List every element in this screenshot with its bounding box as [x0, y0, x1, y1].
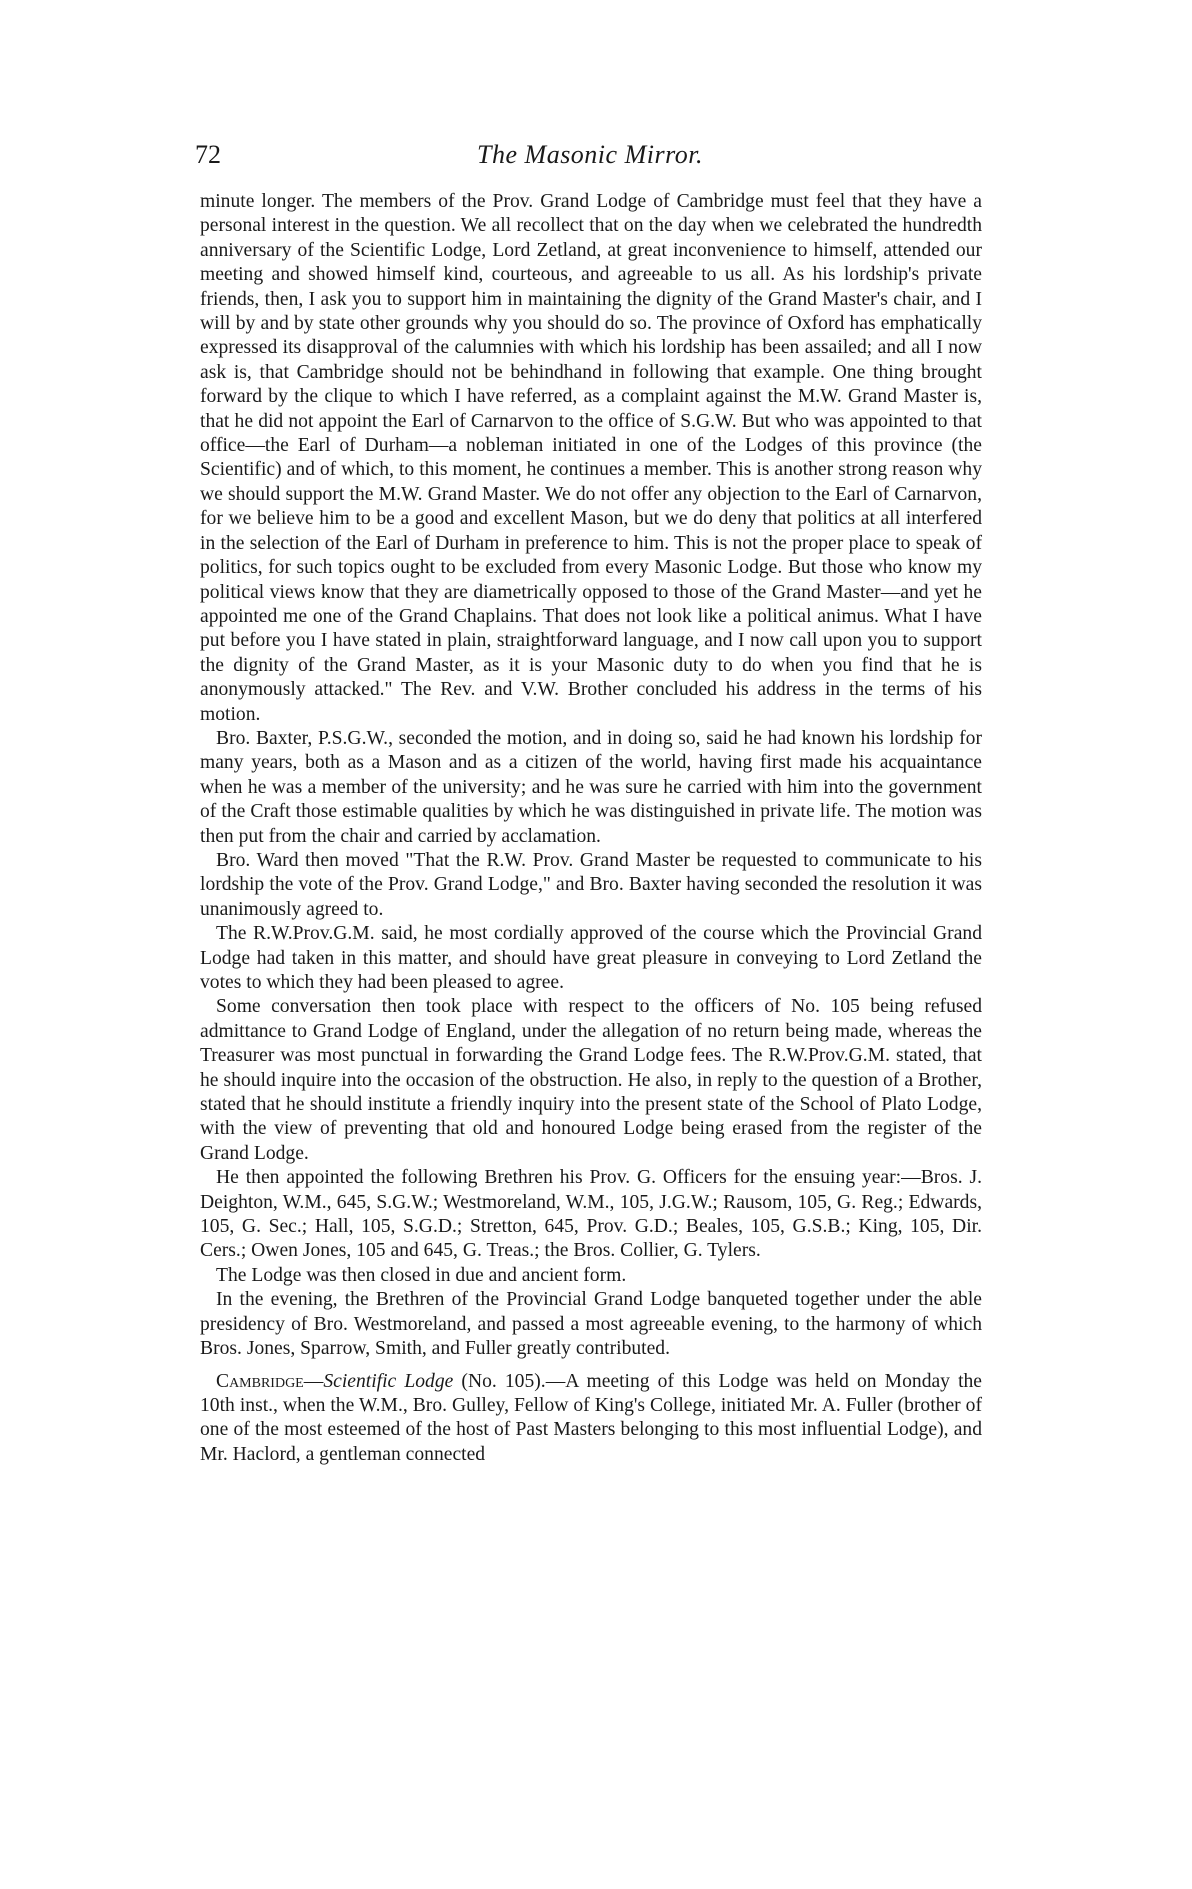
paragraph-officers-105: Some conversation then took place with respect to the officers of No. 105 being refused admittance to Grand Lodge of England, under the allegation of no return being made, whereas the Treasurer was most punctual in forwarding the Grand Lodge fees. The R.W.Prov.G.M. stated, that he should inquire into the occasion of the obstruction. He also, in reply to the question of a Brother, stated that he should institute a friendly inquiry into the present state of the School of Plato Lodge, with the view of preventing that old and honoured Lodge being erased from the register of the Grand Lodge.: [200, 996, 982, 1164]
running-head: [195, 140, 985, 180]
lodge-name: Scientific Lodge: [323, 1370, 454, 1392]
paragraph-baxter-seconds: Bro. Baxter, P.S.G.W., seconded the motion, and in doing so, said he had known his lordship for many years, both as a Mason and as a citizen of the world, having first made his acquaintance when he was a member of the university; and he was sure he carried with him into the government of the Craft those estimable qualities by which he was distinguished in private life. The motion was then put from the chair and carried by acclamation.: [200, 727, 982, 847]
paragraph-appointments: He then appointed the following Brethren his Prov. G. Officers for the ensuing year:—Bros. J. Deighton, W.M., 645, S.G.W.; Westmoreland, W.M., 105, J.G.W.; Rausom, 105, G. Reg.; Edwards, 105, G. Sec.; Hall, 105, S.G.D.; Stretton, 645, Prov. G.D.; Beales, 105, G.S.B.; King, 105, Dir. Cers.; Owen Jones, 105 and 645, G. Treas.; the Bros. Collier, G. Tylers.: [200, 1167, 982, 1262]
paragraph-ward-motion: Bro. Ward then moved "That the R.W. Prov. Grand Master be requested to communicate to his lordship the vote of the Prov. Grand Lodge," and Bro. Baxter having seconded the resolution it was unanimously agreed to.: [200, 849, 982, 920]
heading-dash: —: [303, 1370, 324, 1392]
page-number: 72: [195, 140, 221, 169]
paragraph-speech-continuation: minute longer. The members of the Prov. Grand Lodge of Cambridge must feel that they have a personal interest in the question. We all recollect that on the day when we celebrated the hundredth anniversary of the Scientific Lodge, Lord Zetland, at great inconvenience to himself, attended our meeting and showed himself kind, courteous, and agreeable to us all. As his lordship's private friends, then, I ask you to support him in maintaining the dignity of the Grand Master's chair, and I will by and by state other grounds why you should do so. The province of Oxford has emphatically expressed its disapproval of the calumnies with which his lordship has been assailed; and all I now ask is, that Cambridge should not be behindhand in following that example. One thing brought forward by the clique to which I have referred, as a complaint against the M.W. Grand Master is, that he did not appoint the Earl of Carnarvon to the office of S.G.W. But who was appointed to that office—the Earl of Durham—a nobleman initiated in one of the Lodges of this province (the Scientific) and of which, to this moment, he continues a member. This is another strong reason why we should support the M.W. Grand Master. We do not offer any objection to the Earl of Carnarvon, for we believe him to be a good and excellent Mason, but we do deny that politics at all interfered in the selection of the Earl of Durham in preference to him. This is not the proper place to speak of politics, for such topics ought to be excluded from every Masonic Lodge. But those who know my political views know that they are diametrically opposed to those of the Grand Master—and yet he appointed me one of the Grand Chaplains. That does not look like a political animus. What I have put before you I have stated in plain, straightforward language, and I now call upon you to support the dignity of the Grand Master, as it is your Masonic duty to do when you find that he is anonymously attacked." The Rev. and V.W. Brother concluded his address in the terms of his motion.: [200, 191, 982, 725]
lodge-number: (No. 105).: [453, 1370, 546, 1392]
article-body: [200, 190, 982, 1467]
cambridge-report-text: —A meeting of this Lodge was held on Monday the 10th inst., when the W.M., Bro. Gulley, Fellow of King's College, initiated Mr. A. Fuller (brother of one of the most esteemed of the host of Past Masters belonging to this most influential Lodge), and Mr. Haclord, a gentleman connected: [200, 1370, 983, 1465]
paragraph-prov-gm-approves: The R.W.Prov.G.M. said, he most cordially approved of the course which the Provincial Grand Lodge had taken in this matter, and should have great pleasure in conveying to Lord Zetland the votes to which they had been pleased to agree.: [200, 923, 982, 993]
paragraph-evening-banquet: In the evening, the Brethren of the Provincial Grand Lodge banqueted together under the able presidency of Bro. Westmoreland, and passed a most agreeable evening, to the harmony of which Bros. Jones, Sparrow, Smith, and Fuller greatly contributed.: [200, 1289, 982, 1360]
paragraph-lodge-closed: The Lodge was then closed in due and ancient form.: [216, 1264, 627, 1286]
place-heading: Cambridge: [216, 1370, 304, 1392]
running-title: The Masonic Mirror.: [477, 140, 703, 169]
paragraph-cambridge-report: [200, 1370, 982, 1468]
